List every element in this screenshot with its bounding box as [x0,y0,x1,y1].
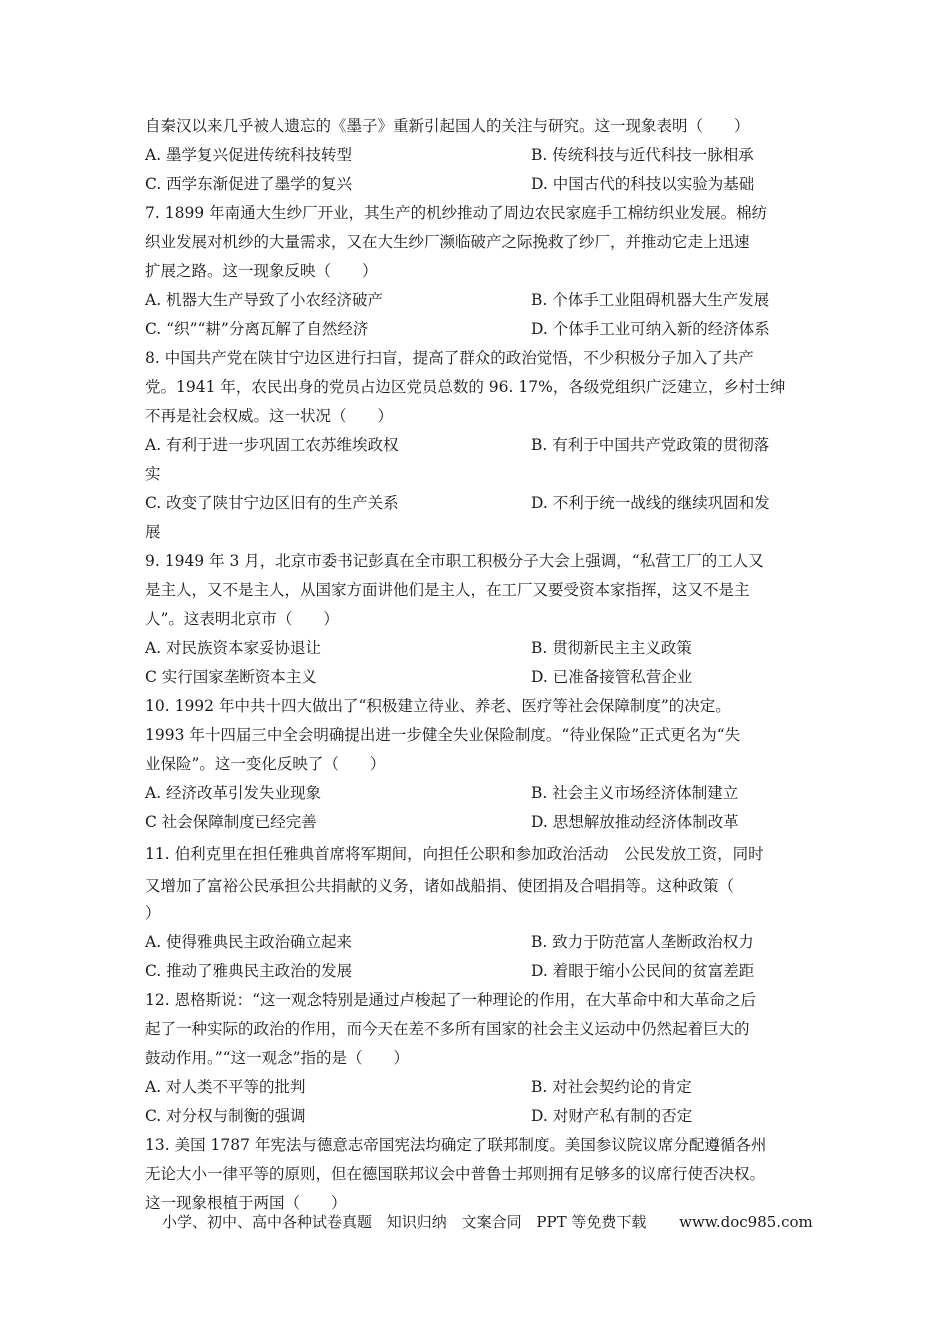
q9-option-a[interactable]: A. 对民族资本家妥协退让 [145,639,322,657]
q8-stem-line-1: 8. 中国共产党在陕甘宁边区进行扫盲，提高了群众的政治觉悟，不少积极分子加入了共产 [145,349,754,367]
q7-stem-line-3: 扩展之路。这一现象反映（ ） [145,262,378,280]
q8-option-c[interactable]: C. 改变了陕甘宁边区旧有的生产关系 [145,494,399,512]
footer-url-link[interactable]: www.doc985.com [679,1213,813,1231]
q11-option-d[interactable]: D. 着眼于缩小公民间的贫富差距 [531,962,755,980]
q7-option-a[interactable]: A. 机器大生产导致了小农经济破产 [145,291,384,309]
q6-option-d[interactable]: D. 中国古代的科技以实验为基础 [531,175,755,193]
q10-option-c[interactable]: C 社会保障制度已经完善 [145,813,317,831]
q12-option-d[interactable]: D. 对财产私有制的否定 [531,1107,693,1125]
q11-option-a[interactable]: A. 使得雅典民主政治确立起来 [145,933,353,951]
q8-option-d-wrap: 展 [145,523,161,541]
q10-stem-line-3: 业保险”。这一变化反映了（ ） [145,755,386,773]
q13-stem-line-1: 13. 美国 1787 年宪法与德意志帝国宪法均确定了联邦制度。美国参议院议席分配遵循各州 [145,1136,767,1154]
q12-stem-line-1: 12. 恩格斯说：“这一观念特别是通过卢梭起了一种理论的作用，在大革命中和大革命之后 [145,991,757,1009]
q11-option-b[interactable]: B. 致力于防范富人垄断政治权力 [531,933,754,951]
q9-stem-line-3: 人”。这表明北京市（ ） [145,610,339,628]
q10-stem-line-1: 10. 1992 年中共十四大做出了“积极建立待业、养老、医疗等社会保障制度”的决定。 [145,697,731,715]
q6-option-b[interactable]: B. 传统科技与近代科技一脉相承 [531,146,754,164]
q6-option-a[interactable]: A. 墨学复兴促进传统科技转型 [145,146,353,164]
q7-option-c[interactable]: C. “织”“耕”分离瓦解了自然经济 [145,320,369,338]
footer-item: 小学、初中、高中各种试卷真题 [162,1213,373,1231]
q7-stem-line-1: 7. 1899 年南通大生纱厂开业，其生产的机纱推动了周边农民家庭手工棉纺织业发展。棉纺 [145,204,768,222]
q9-stem-line-2: 是主人，又不是主人，从国家方面讲他们是主人，在工厂又要受资本家指挥，这又不是主 [145,581,750,599]
q11-stem-line-3: ） [145,904,161,922]
q12-option-c[interactable]: C. 对分权与制衡的强调 [145,1107,306,1125]
q8-stem-line-2: 党。1941 年，农民出身的党员占边区党员总数的 96. 17%，各级党组织广泛建立，乡村士绅 [145,378,786,396]
footer-item: PPT 等免费下载 [536,1213,647,1231]
q9-option-d[interactable]: D. 已准备接管私营企业 [531,668,693,686]
q8-option-b-wrap: 实 [145,465,161,483]
q9-stem-line-1: 9. 1949 年 3 月，北京市委书记彭真在全市职工积极分子大会上强调，“私营工厂的工人又 [145,552,764,570]
q11-option-c[interactable]: C. 推动了雅典民主政治的发展 [145,962,353,980]
q7-option-d[interactable]: D. 个体手工业可纳入新的经济体系 [531,320,770,338]
q10-stem-line-2: 1993 年十四届三中全会明确提出进一步健全失业保险制度。“待业保险”正式更名为“失 [145,726,741,744]
q10-option-d[interactable]: D. 思想解放推动经济体制改革 [531,813,739,831]
q12-stem-line-3: 鼓动作用。”“这一观念”指的是（ ） [145,1049,410,1067]
q7-option-b[interactable]: B. 个体手工业阻碍机器大生产发展 [531,291,770,309]
page-footer [162,1212,823,1232]
q8-option-d[interactable]: D. 不利于统一战线的继续巩固和发 [531,494,770,512]
q9-option-b[interactable]: B. 贯彻新民主主义政策 [531,639,692,657]
q12-stem-line-2: 起了一种实际的政治的作用，而今天在差不多所有国家的社会主义运动中仍然起着巨大的 [145,1020,750,1038]
footer-item: 知识归纳 [386,1213,447,1231]
q11-stem-line-2: 又增加了富裕公民承担公共捐献的义务，诸如战船捐、使团捐及合唱捐等。这种政策（ [145,877,735,895]
q8-option-b[interactable]: B. 有利于中国共产党政策的贯彻落 [531,436,770,454]
q8-stem-line-3: 不再是社会权威。这一状况（ ） [145,407,394,425]
q8-option-a[interactable]: A. 有利于进一步巩固工农苏维埃政权 [145,436,399,454]
q10-option-b[interactable]: B. 社会主义市场经济体制建立 [531,784,739,802]
q9-option-c[interactable]: C 实行国家垄断资本主义 [145,668,317,686]
q11-stem-line-1: 11. 伯利克里在担任雅典首席将军期间，向担任公职和参加政治活动 公民发放工资，同时 [145,845,764,863]
q6-option-c[interactable]: C. 西学东渐促进了墨学的复兴 [145,175,353,193]
q10-option-a[interactable]: A. 经济改革引发失业现象 [145,784,322,802]
q12-option-b[interactable]: B. 对社会契约论的肯定 [531,1078,692,1096]
footer-item: 文案合同 [461,1213,522,1231]
q6-stem: 自秦汉以来几乎被人遗忘的《墨子》重新引起国人的关注与研究。这一现象表明（ ） [145,117,750,135]
q13-stem-line-3: 这一现象根植于两国（ ） [145,1194,347,1212]
q13-stem-line-2: 无论大小一律平等的原则，但在德国联邦议会中普鲁士邦则拥有足够多的议席行使否决权。 [145,1165,766,1183]
q7-stem-line-2: 织业发展对机纱的大量需求，又在大生纱厂濒临破产之际挽救了纱厂，并推动它走上迅速 [145,233,750,251]
q12-option-a[interactable]: A. 对人类不平等的批判 [145,1078,306,1096]
